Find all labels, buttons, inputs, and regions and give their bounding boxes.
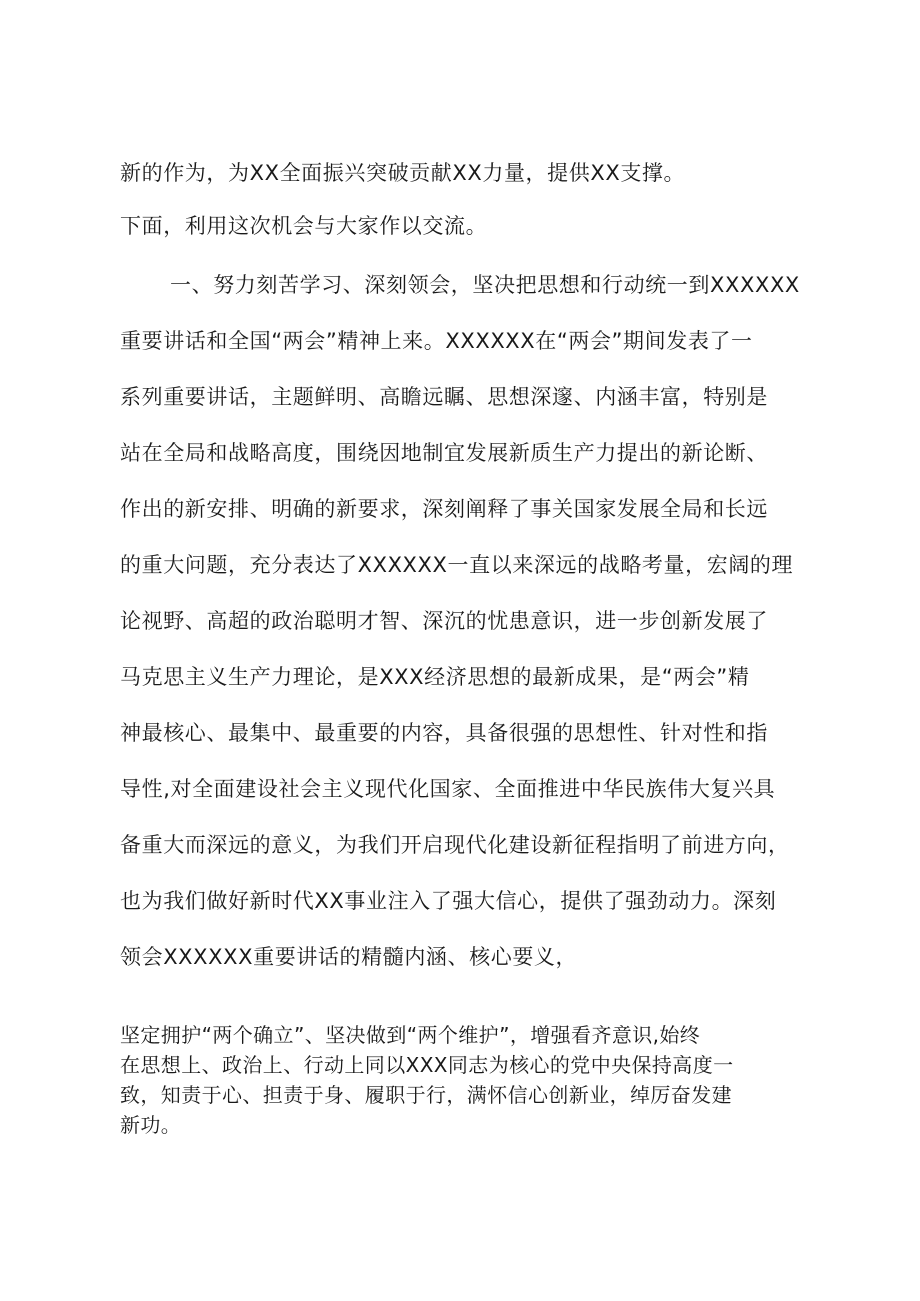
text-line: 导性,对全面建设社会主义现代化国家、全面推进中华民族伟大复兴具 xyxy=(120,777,776,801)
text-line: 领会XXXXXX重要讲话的精髓内涵、核心要义， xyxy=(120,945,578,969)
text-line: 作出的新安排、明确的新要求，深刻阐释了事关国家发展全局和长远 xyxy=(120,497,768,521)
text-line: 新功。 xyxy=(120,1113,182,1137)
text-line: 坚定拥护“两个确立”、坚决做到“两个维护”，增强看齐意识,始终 xyxy=(120,1023,701,1047)
text-line: 备重大而深远的意义，为我们开启现代化建设新征程指明了前进方向， xyxy=(120,833,790,857)
text-line: 致，知责于心、担责于身、履职于行，满怀信心创新业，绰厉奋发建 xyxy=(120,1083,732,1107)
text-line: 神最核心、最集中、最重要的内容，具备很强的思想性、针对性和指 xyxy=(120,721,768,745)
text-line: 在思想上、政治上、行动上同以XXX同志为核心的党中央保持高度一 xyxy=(120,1053,734,1077)
text-line: 重要讲话和全国“两会”精神上来。XXXXXX在“两会”期间发表了一 xyxy=(120,329,753,353)
paragraph-heading-line: 一、努力刻苦学习、深刻领会，坚决把思想和行动统一到XXXXXX xyxy=(170,273,800,297)
text-line: 论视野、高超的政治聪明才智、深沉的忧患意识，进一步创新发展了 xyxy=(120,609,768,633)
text-line: 系列重要讲话，主题鲜明、高瞻远瞩、思想深邃、内涵丰富，特别是 xyxy=(120,385,768,409)
text-line: 新的作为，为XX全面振兴突破贡献XX力量，提供XX支撑。 xyxy=(120,161,686,185)
text-line: 站在全局和战略高度，围绕因地制宜发展新质生产力提出的新论断、 xyxy=(120,441,768,465)
closing-paragraph xyxy=(120,1020,820,1140)
text-line: 也为我们做好新时代XX事业注入了强大信心，提供了强劲动力。深刻 xyxy=(120,889,777,913)
text-line: 下面，利用这次机会与大家作以交流。 xyxy=(120,214,488,238)
text-line: 的重大问题，充分表达了XXXXXX一直以来深远的战略考量，宏阔的理 xyxy=(120,553,794,577)
text-line: 马克思主义生产力理论，是XXX经济思想的最新成果，是“两会”精 xyxy=(120,665,750,689)
